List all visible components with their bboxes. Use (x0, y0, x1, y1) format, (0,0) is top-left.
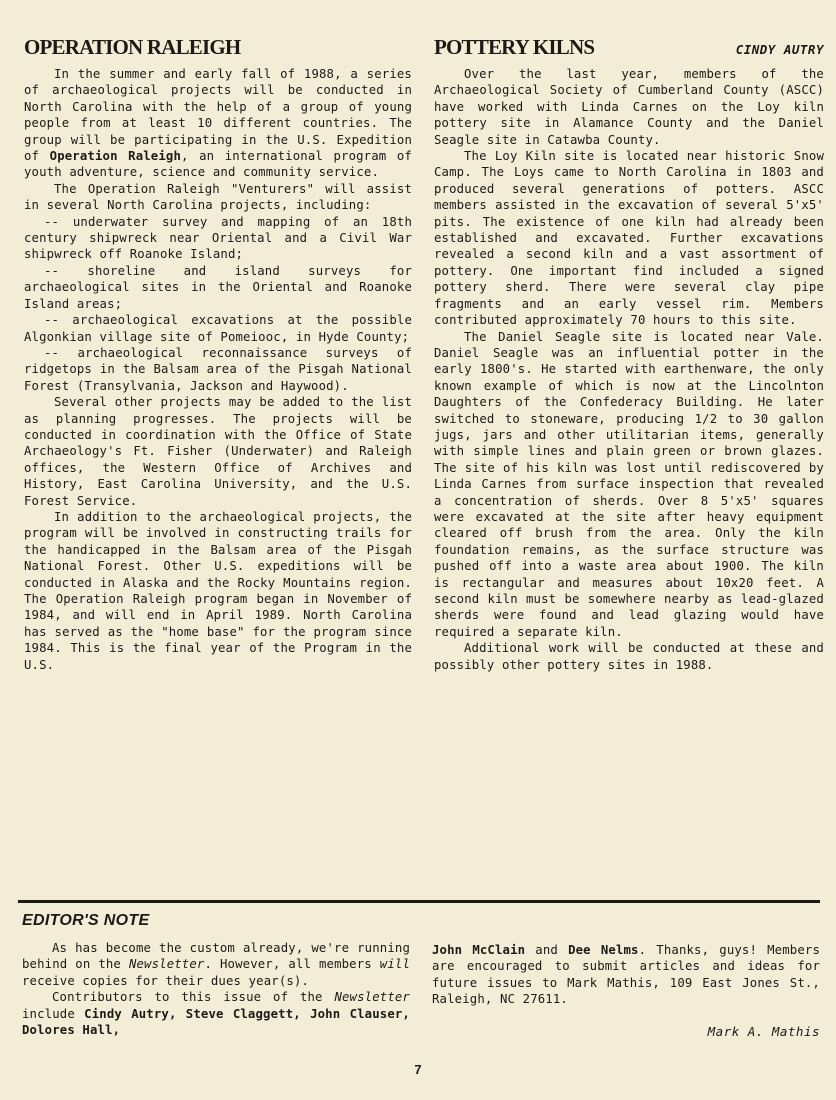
paragraph-text: Contributors to this issue of the (52, 990, 335, 1005)
article-pottery-kilns (434, 34, 824, 673)
list-item: -- archaeological excavations at the possible Algonkian village site of Pomeiooc, in Hyde County; (24, 313, 412, 344)
paragraph-text: and (525, 943, 569, 957)
paragraph (22, 940, 410, 989)
contributor-names: Cindy Autry, Steve Claggett, John Clauser, Dolores Hall, (22, 1006, 410, 1038)
paragraph-text: include (22, 1006, 85, 1021)
paragraph-text: As has become the custom already, we're running behind on the (22, 941, 410, 972)
editor-signature: Mark A. Mathis (707, 1023, 820, 1039)
paragraph (432, 942, 820, 1008)
section-divider (18, 900, 820, 903)
paragraph (24, 66, 412, 181)
list-item: -- underwater survey and mapping of an 18th century shipwreck near Oriental and a Civil War shipwreck off Roanoke Island; (24, 214, 412, 262)
italic-term: Newsletter (128, 957, 205, 972)
page-number: 7 (414, 1062, 422, 1077)
editors-note-right (432, 942, 820, 1039)
paragraph: Additional work will be conducted at these and possibly other pottery sites in 1988. (434, 641, 824, 672)
italic-term: will (379, 957, 411, 972)
contributor-name: John McClain (432, 943, 526, 957)
headline-pottery-kilns: POTTERY KILNS (434, 35, 595, 59)
paragraph: In addition to the archaeological projects, the program will be involved in constructing trails for the handicapped in the Balsam area of the Pisgah National Forest. Other U.S. expeditions will be conducted in Alaska and the Rocky Mountains region. The Operation Raleigh program began in November of 1984, and will end in April 1989. North Carolina has served as the "home base" for the program since 1984. This is the final year of the Program in the U.S. (24, 509, 412, 672)
paragraph: The Loy Kiln site is located near historic Snow Camp. The Loys came to North Carolina in 1803 and produced several generations of potters. ASCC members assisted in the excavation of several 5'x5' pits. The existence of one kiln had already been established and excavated. Further excavations revealed a second kiln and a vast assortment of pottery. One important find included a signed pottery sherd. There were several clay pipe fragments and an early vessel rim. Members contributed approximately 70 hours to this site. (434, 149, 824, 328)
paragraph: Several other projects may be added to the list as planning progresses. The projects will be conducted in coordination with the Office of State Archaeology's Ft. Fisher (Underwater) and Raleigh offices, the Western Office of Archives and History, East Carolina University, and the U.S. Forest Service. (24, 395, 412, 508)
bold-term: Operation Raleigh (49, 149, 182, 164)
paragraph: The Operation Raleigh "Venturers" will assist in several North Carolina projects, including: (24, 181, 412, 213)
paragraph-text: receive copies for their dues year(s). (22, 973, 310, 988)
paragraph-text: . Thanks, guys! Members are encouraged to submit articles and ideas for future issues to Mark Mathis, 109 East Jones St., Raleigh, NC 27611. (432, 943, 821, 1007)
byline: CINDY AUTRY (735, 42, 824, 57)
list-item: -- archaeological reconnaissance surveys of ridgetops in the Balsam area of the Pisgah National Forest (Transylvania, Jackson and Haywood). (24, 345, 412, 393)
list-item: -- shoreline and island surveys for archaeological sites in the Oriental and Roanoke Island areas; (24, 263, 412, 311)
paragraph: The Daniel Seagle site is located near Vale. Daniel Seagle was an influential potter in the early 1800's. He started with earthenware, the only known example of which is now at the Lincolnton Daughters of the Confederacy Building. He later switched to stoneware, producing 1/2 to 30 gallon jugs, jars and other utilitarian items, generally with simple lines and plain green or brown glazes. The site of his kiln was lost until rediscovered by Linda Carnes from surface inspection that revealed a concentration of sherds. Over 8 5'x5' squares were excavated at the site after heavy equipment cleared off brush from the area. Only the kiln foundation remains, as the surface structure was pushed off into a waste area about 1900. The kiln is rectangular and measures about 10x20 feet. A second kiln must be somewhere nearby as lead-glazed sherds were found and lead glazing would have required a separate kiln. (434, 329, 824, 639)
paragraph: Over the last year, members of the Archaeological Society of Cumberland County (ASCC) have worked with Linda Carnes on the Loy kiln pottery site in Alamance County and the Daniel Seagle site in Catawba County. (434, 67, 824, 147)
paragraph-text: , an international program of youth adventure, science and community service. (24, 149, 412, 180)
editors-note-left (22, 940, 410, 1038)
article-operation-raleigh (24, 34, 412, 673)
headline-operation-raleigh: OPERATION RALEIGH (24, 35, 241, 59)
contributor-name: Dee Nelms (568, 943, 639, 957)
paragraph-text: In the summer and early fall of 1988, a series of archaeological projects will be conducted in North Carolina with the help of a group of young people from at least 10 different countries. The group will be participating in the U.S. Expedition of (24, 67, 412, 164)
paragraph-text: . However, all members (204, 957, 380, 972)
italic-term: Newsletter (334, 990, 410, 1005)
paragraph (22, 989, 410, 1038)
headline-row (434, 34, 824, 60)
editors-note-title: EDITOR'S NOTE (22, 912, 150, 929)
